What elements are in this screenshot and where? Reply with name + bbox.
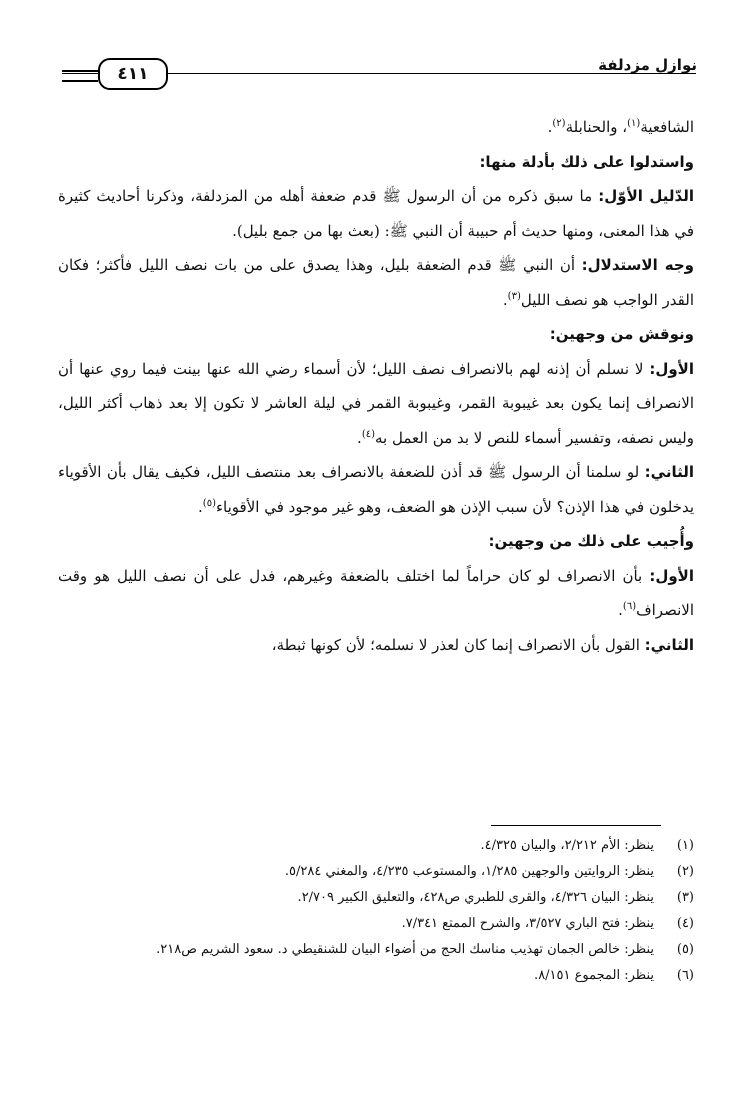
paragraph	[58, 559, 694, 628]
header-ornament	[62, 70, 98, 82]
footnote-text: ينظر: المجموع ٨/١٥١.	[534, 968, 654, 983]
footnote-number: (١)	[676, 838, 694, 853]
text: لا نسلم أن إذنه لهم بالانصراف نصف الليل؛ لأن أسماء رضي الله عنها بينت فيما روي عنها أن الانصراف إنما يكون بعد غيبوبة القمر، وغيبوبة القمر في ليلة العاشر لا تكون إلا بعد ذهاب أكثر الليل، وليس نصفه، وتفسير أسماء للنص لا بد من العمل به	[58, 359, 694, 447]
text: الشافعية	[640, 118, 694, 136]
text: .	[547, 118, 553, 136]
footnote	[58, 911, 694, 937]
run-in-label: الدّليل الأوّل:	[598, 187, 694, 205]
page-number: ٤١١	[98, 58, 168, 90]
footnote-ref[interactable]: (٣)	[507, 290, 521, 302]
footnote-text: ينظر: فتح الباري ٣/٥٢٧، والشرح الممتع ٧/٣٤١.	[401, 916, 654, 931]
footnote	[58, 885, 694, 911]
paragraph	[58, 179, 694, 248]
footnote-number: (٦)	[676, 968, 694, 983]
section-heading: واستدلوا على ذلك بأدلة منها:	[479, 152, 694, 171]
run-in-label: الأول:	[649, 566, 694, 585]
footnote-text: ينظر: خالص الجمان تهذيب مناسك الحج من أضواء البيان للشنقيطي د. سعود الشريم ص٢١٨.	[156, 942, 654, 957]
footnote	[58, 963, 694, 989]
paragraph	[58, 110, 694, 145]
text: ، والحنابلة	[565, 118, 628, 136]
text: أن النبي ﷺ قدم الضعفة بليل، وهذا يصدق على من بات نصف الليل فأكثر؛ فكان القدر الواجب هو نصف الليل	[58, 256, 694, 309]
paragraph	[58, 248, 694, 317]
text: .	[198, 497, 203, 516]
run-in-label: الثاني:	[644, 635, 694, 654]
running-title: نوازل مزدلفة	[598, 56, 697, 74]
footnote-number: (٤)	[676, 916, 694, 931]
footnote	[58, 937, 694, 963]
footnote-ref[interactable]: (١)	[627, 118, 641, 129]
run-in-label: وجه الاستدلال:	[581, 256, 694, 274]
footnote	[58, 833, 694, 859]
footnotes	[58, 833, 694, 989]
text: بأن الانصراف لو كان حراماً لما اختلف بالضعفة وغيرهم، فدل على أن نصف الليل هو وقت الانصراف	[58, 566, 694, 619]
text: .	[502, 290, 508, 309]
text: .	[618, 601, 623, 619]
text: القول بأن الانصراف إنما كان لعذر لا نسلمه؛ لأن كونها ثبطة،	[271, 635, 645, 654]
paragraph	[58, 352, 694, 456]
footnote-number: (٥)	[676, 942, 694, 957]
run-in-label: الأول:	[649, 359, 694, 378]
text: لو سلمنا أن الرسول ﷺ قد أذن للضعفة بالانصراف بعد منتصف الليل، فكيف يقال بأن الأقوياء يدخلون في هذا الإذن؟ لأن سبب الإذن هو الضعف، وهو غير موجود في الأقوياء	[58, 463, 694, 516]
footnote	[58, 859, 694, 885]
text: ما سبق ذكره من أن الرسول ﷺ قدم ضعفة أهله من المزدلفة، وذكرنا أحاديث كثيرة في هذا المعنى، ومنها حديث أم حبيبة أن النبي ﷺ: (بعث بها من جمع بليل).	[58, 187, 694, 240]
section-heading: ونوقش من وجهين:	[549, 325, 694, 343]
section-heading: وأُجيب على ذلك من وجهين:	[488, 532, 694, 550]
footnote-ref[interactable]: (٥)	[202, 497, 216, 509]
footnote-text: ينظر: البيان ٤/٣٢٦، والقرى للطبري ص٤٢٨، والتعليق الكبير ٢/٧٠٩.	[297, 890, 654, 905]
footnote-text: ينظر: الروايتين والوجهين ١/٢٨٥، والمستوعب ٤/٢٣٥، والمغني ٥/٢٨٤.	[284, 864, 654, 879]
footnote-ref[interactable]: (٤)	[361, 428, 376, 440]
footnote-text: ينظر: الأم ٢/٢١٢، والبيان ٤/٣٢٥.	[480, 838, 654, 853]
paragraph	[58, 455, 694, 524]
text: .	[357, 428, 362, 447]
footnote-ref[interactable]: (٦)	[622, 601, 637, 612]
paragraph	[58, 628, 694, 663]
footnote-number: (٣)	[676, 890, 694, 905]
footnote-ref[interactable]: (٢)	[552, 118, 566, 129]
footnote-number: (٢)	[676, 864, 694, 879]
run-in-label: الثاني:	[644, 463, 694, 481]
footnote-separator	[491, 825, 661, 826]
main-text	[58, 110, 694, 662]
